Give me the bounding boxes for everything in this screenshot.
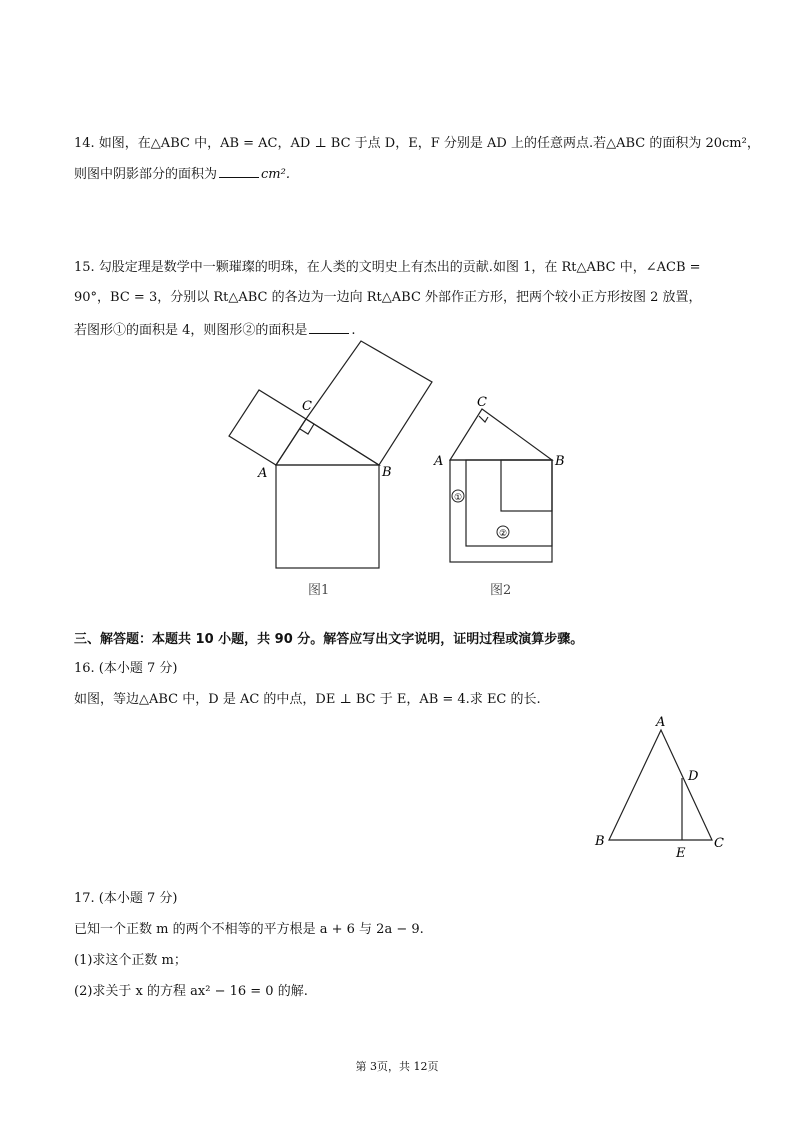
right-angle-mark	[479, 416, 488, 422]
label-c: C	[477, 395, 487, 410]
label-b: B	[595, 834, 605, 849]
figure-3	[590, 712, 730, 862]
q15-line-3	[74, 321, 356, 340]
q14-line-2	[74, 165, 290, 184]
section-heading: 三、解答题：本题共 10 小题，共 90 分。解答应写出文字说明，证明过程或演算步骤。	[74, 632, 584, 647]
square-bc	[306, 341, 432, 465]
q17-line-3: (2)求关于 x 的方程 ax² − 16 = 0 的解.	[74, 984, 308, 999]
square-ab	[276, 465, 379, 568]
q16-header: 16. (本小题 7 分)	[74, 661, 178, 676]
q17-header: 17. (本小题 7 分)	[74, 891, 178, 906]
triangle-abc	[450, 409, 552, 460]
label-b: B	[555, 454, 565, 469]
label-b: B	[382, 465, 392, 480]
label-a: A	[258, 466, 268, 481]
label-c: C	[714, 836, 724, 851]
small-square	[501, 460, 552, 511]
q15-line-3-prefix: 若图形①的面积是 4，则图形②的面积是	[74, 323, 308, 338]
q16-text: 如图，等边△ABC 中，D 是 AC 的中点，DE ⊥ BC 于 E，AB = 4.求 EC 的长.	[74, 692, 541, 707]
label-a: A	[434, 454, 444, 469]
figure-1-caption: 图1	[308, 583, 330, 598]
q14-line-2-prefix: 则图中阴影部分的面积为	[74, 167, 218, 182]
q14-unit: cm².	[261, 167, 290, 182]
label-d: D	[688, 769, 699, 784]
region-1-label: ①	[453, 493, 463, 503]
page-footer: 第 3页，共 12页	[355, 1060, 439, 1073]
answer-blank	[309, 321, 349, 334]
answer-blank	[219, 165, 259, 178]
region-2-label: ②	[498, 529, 508, 539]
figure-1	[220, 340, 450, 602]
q15-line-1: 15. 勾股定理是数学中一颗璀璨的明珠，在人类的文明史上有杰出的贡献.如图 1，在 Rt△ABC 中，∠ACB =	[74, 260, 701, 275]
q15-line-2: 90°，BC = 3，分别以 Rt△ABC 的各边为一边向 Rt△ABC 外部作正方形，把两个较小正方形按图 2 放置，	[74, 290, 702, 305]
label-a: A	[656, 715, 666, 730]
q15-line-3-suffix: .	[351, 323, 356, 338]
q17-line-2: (1)求这个正数 m；	[74, 953, 187, 968]
figure-2-caption: 图2	[490, 583, 512, 598]
label-c: C	[302, 399, 312, 414]
q14-line-1: 14. 如图，在△ABC 中，AB = AC，AD ⊥ BC 于点 D，E，F 分别是 AD 上的任意两点.若△ABC 的面积为 20cm²，	[74, 136, 760, 151]
triangle-abc	[609, 730, 712, 840]
figure-2	[430, 392, 575, 602]
square-ac	[229, 390, 306, 465]
label-e: E	[676, 846, 686, 861]
q17-line-1: 已知一个正数 m 的两个不相等的平方根是 a + 6 与 2a − 9.	[74, 922, 424, 937]
